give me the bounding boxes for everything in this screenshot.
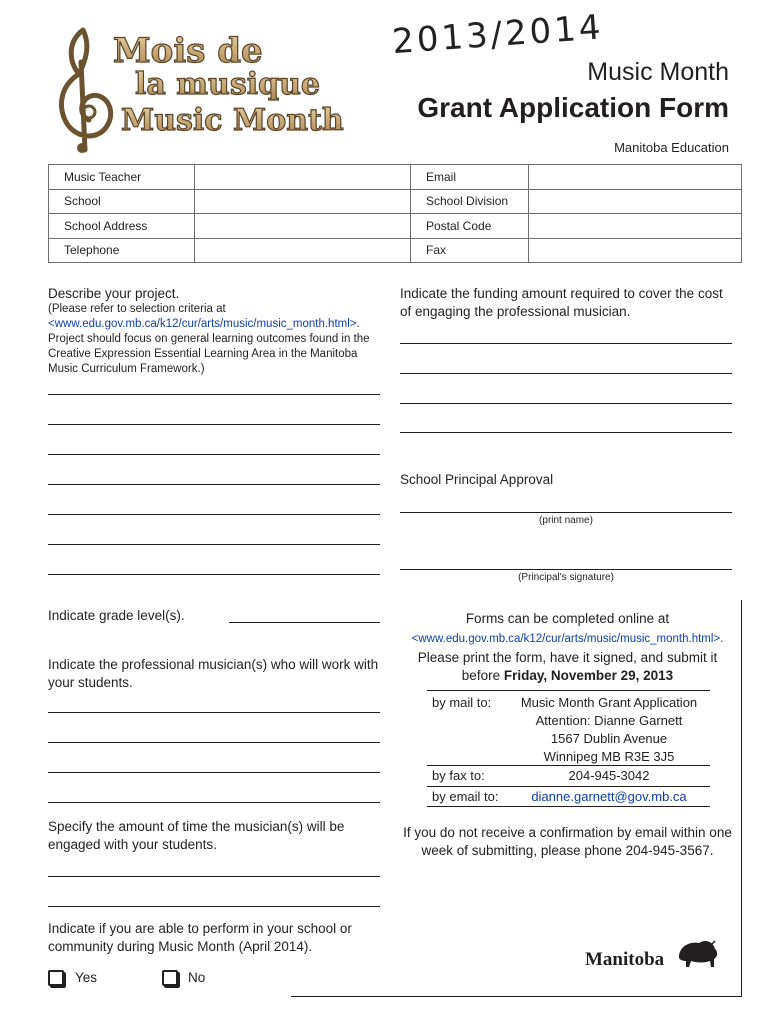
yes-checkbox[interactable] [48,970,64,986]
musicians-answer-line[interactable] [48,802,380,803]
table-row [49,238,742,263]
divider [427,690,710,691]
postal-code-label: Postal Code [411,214,529,239]
table-row [49,214,742,239]
mail-line4: Winnipeg MB R3E 3J5 [543,749,675,764]
telephone-field[interactable] [195,238,411,263]
divider [427,786,710,787]
music-month-logo [55,22,344,154]
describe-answer-line[interactable] [48,514,380,515]
funding-label: Indicate the funding amount required to cover the cost of engaging the professional musician. [400,286,723,319]
describe-answer-line[interactable] [48,574,380,575]
form-title-line2: Grant Application Form [417,92,729,123]
panel-border-right [741,600,742,996]
musicians-label: Indicate the professional musician(s) who will work with your students. [48,657,379,690]
describe-note-part2: . Project should focus on general learning outcomes found in the Creative Expression Essential Learning Area in the Manitoba Music Curriculum Framework.) [48,318,370,375]
fax-field[interactable] [529,238,742,263]
principal-approval-label: School Principal Approval [400,472,554,487]
describe-project-note [48,302,388,377]
funding-answer-line[interactable] [400,373,732,374]
by-mail-label: by mail to: [432,695,492,710]
musicians-answer-line[interactable] [48,742,380,743]
grade-level-label: Indicate grade level(s). [48,608,185,623]
school-address-label: School Address [49,214,195,239]
telephone-label: Telephone [49,238,195,263]
school-label: School [49,189,195,214]
department-name: Manitoba Education [614,140,729,155]
school-field[interactable] [195,189,411,214]
funding-answer-line[interactable] [400,343,732,344]
mailing-address [505,694,713,766]
manitoba-logo [585,935,720,975]
funding-answer-line[interactable] [400,403,732,404]
before-label: before [461,668,501,683]
divider [427,765,710,766]
table-row [49,165,742,190]
school-division-field[interactable] [529,189,742,214]
online-link[interactable]: <www.edu.gov.mb.ca/k12/cur/arts/music/music_month.html>. [411,633,724,645]
mail-line3: 1567 Dublin Avenue [550,731,668,746]
describe-answer-line[interactable] [48,454,380,455]
form-title-line1: Music Month [587,58,729,86]
mail-line2: Attention: Dianne Garnett [535,713,683,728]
panel-border-bottom [291,996,742,997]
online-info [395,610,740,685]
describe-answer-line[interactable] [48,544,380,545]
principal-name-line[interactable] [400,512,732,513]
time-answer-line[interactable] [48,876,380,877]
describe-answer-line[interactable] [48,424,380,425]
bison-icon [679,941,717,967]
school-address-field[interactable] [195,214,411,239]
time-label: Specify the amount of time the musician(s) will be engaged with your students. [48,819,345,852]
svg-text:Music Month: Music Month [121,103,344,138]
fax-label: Fax [411,238,529,263]
contact-info-table [48,164,742,263]
describe-answer-line[interactable] [48,394,380,395]
music-teacher-label: Music Teacher [49,165,195,190]
divider [427,806,710,807]
musicians-answer-line[interactable] [48,712,380,713]
school-division-label: School Division [411,189,529,214]
no-label: No [188,970,206,985]
funding-answer-line[interactable] [400,432,732,433]
mail-line1: Music Month Grant Application [520,695,698,710]
perform-label: Indicate if you are able to perform in your school or community during Music Month (April 2014). [48,921,352,954]
describe-note-part1: (Please refer to selection criteria at [48,303,226,315]
print-name-caption: (print name) [539,515,593,526]
yes-label: Yes [75,970,98,985]
school-year: 2013/2014 [390,7,605,63]
deadline-line [395,667,740,685]
by-email-label: by email to: [432,789,499,804]
email-label: Email [411,165,529,190]
describe-answer-line[interactable] [48,484,380,485]
svg-text:la musique: la musique [135,67,320,102]
grade-level-line[interactable] [229,622,380,623]
treble-clef-icon [61,30,110,150]
principal-signature-caption: (Principal's signature) [518,572,614,583]
email-field[interactable] [529,165,742,190]
no-checkbox[interactable] [162,970,178,986]
table-row [49,189,742,214]
by-fax-label: by fax to: [432,768,485,783]
musicians-answer-line[interactable] [48,772,380,773]
contact-email-link[interactable]: dianne.garnett@gov.mb.ca [531,789,687,804]
deadline-date: Friday, November 29, 2013 [503,668,674,683]
svg-text:Manitoba: Manitoba [585,949,665,970]
curriculum-link[interactable]: <www.edu.gov.mb.ca/k12/cur/arts/music/music_month.html> [48,318,357,330]
print-line: Please print the form, have it signed, and submit it [417,650,718,665]
confirmation-note: If you do not receive a confirmation by email within one week of submitting, please phone 204-945-3567. [403,825,732,858]
music-teacher-field[interactable] [195,165,411,190]
describe-project-heading: Describe your project. [48,286,180,301]
time-answer-line[interactable] [48,906,380,907]
principal-signature-line[interactable] [400,569,732,570]
postal-code-field[interactable] [529,214,742,239]
online-line: Forms can be completed online at [465,611,670,626]
fax-number: 204-945-3042 [568,768,650,783]
svg-text:Mois de: Mois de [113,31,263,71]
